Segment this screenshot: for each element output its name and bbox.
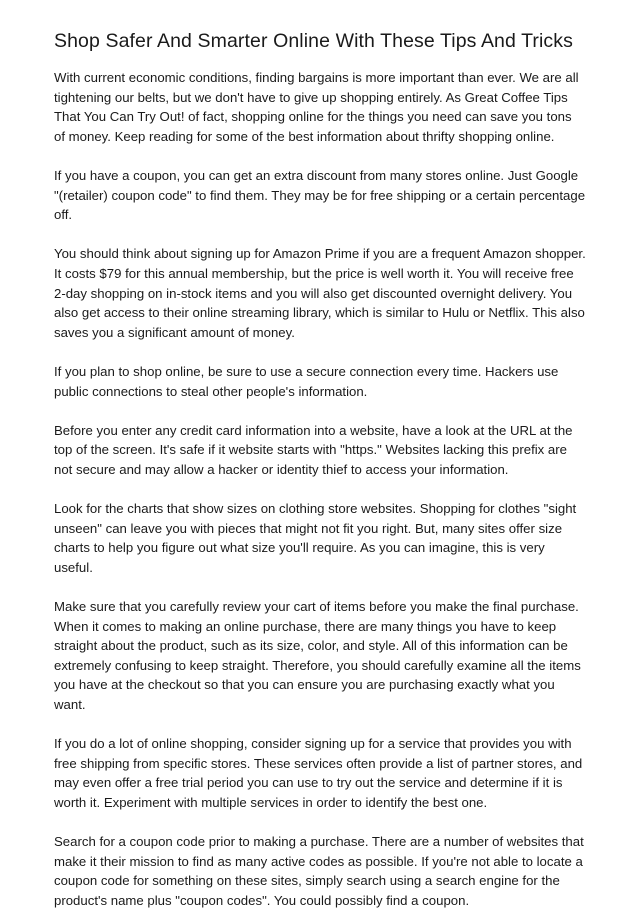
paragraph-free-shipping-service: If you do a lot of online shopping, consider signing up for a service that provides you with free shipping from specific stores. These services often provide a list of partner stores, and may even offer a free trial period you can use to try out the service and determine if it is worth it. Experiment with multiple services in order to identify the best one. bbox=[54, 736, 583, 810]
paragraph-coupon-google: If you have a coupon, you can get an extra discount from many stores online. Just Google "(retailer) coupon code" to find them. They may be for free shipping or a certain percentage off. bbox=[54, 167, 586, 223]
paragraph-amazon-prime: You should think about signing up for Amazon Prime if you are a frequent Amazon shopper. It costs $79 for this annual membership, but the price is well worth it. You will receive free 2-day shopping on in-stock items and you will also get discounted overnight delivery. You also get access to their online streaming library, which is similar to Hulu or Netflix. This also saves you a significant amount of money. bbox=[54, 246, 586, 340]
paragraph-secure-connection: If you plan to shop online, be sure to use a secure connection every time. Hackers use public connections to steal other people's information. bbox=[54, 363, 559, 399]
paragraph-review-cart: Make sure that you carefully review your cart of items before you make the final purchase. When it comes to making an online purchase, there are many things you have to keep straight about the product, such as its size, color, and style. All of this information can be extremely confusing to keep straight. Therefore, you should carefully examine all the items you have at the checkout so that you can ensure you are purchasing exactly what you want. bbox=[54, 599, 581, 712]
paragraph-https: Before you enter any credit card information into a website, have a look at the URL at the top of the screen. It's safe if it website starts with "https." Websites lacking this prefix are not secure and may allow a hacker or identity thief to access your information. bbox=[54, 422, 573, 477]
paragraph-intro: With current economic conditions, finding bargains is more important than ever. We are all tightening our belts, but we don't have to give up shopping entirely. As Great Coffee Tips That You Can Try Out! of fact, shopping online for the things you need can save you tons of money. Keep reading for some of the best information about thrifty shopping online. bbox=[54, 70, 579, 144]
document-title: Shop Safer And Smarter Online With These Tips And Tricks bbox=[54, 30, 573, 52]
paragraph-coupon-search: Search for a coupon code prior to making a purchase. There are a number of websites that make it their mission to find as many active codes as possible. If you're not able to locate a coupon code for something on these sites, simply search using a search engine for the product's name plus "coupon codes". You could possibly find a coupon. bbox=[54, 834, 584, 908]
paragraph-size-charts: Look for the charts that show sizes on clothing store websites. Shopping for clothes "sight unseen" can leave you with pieces that might not fit you right. But, many sites offer size charts to help you figure out what size you'll require. As you can imagine, this is very useful. bbox=[54, 501, 577, 575]
